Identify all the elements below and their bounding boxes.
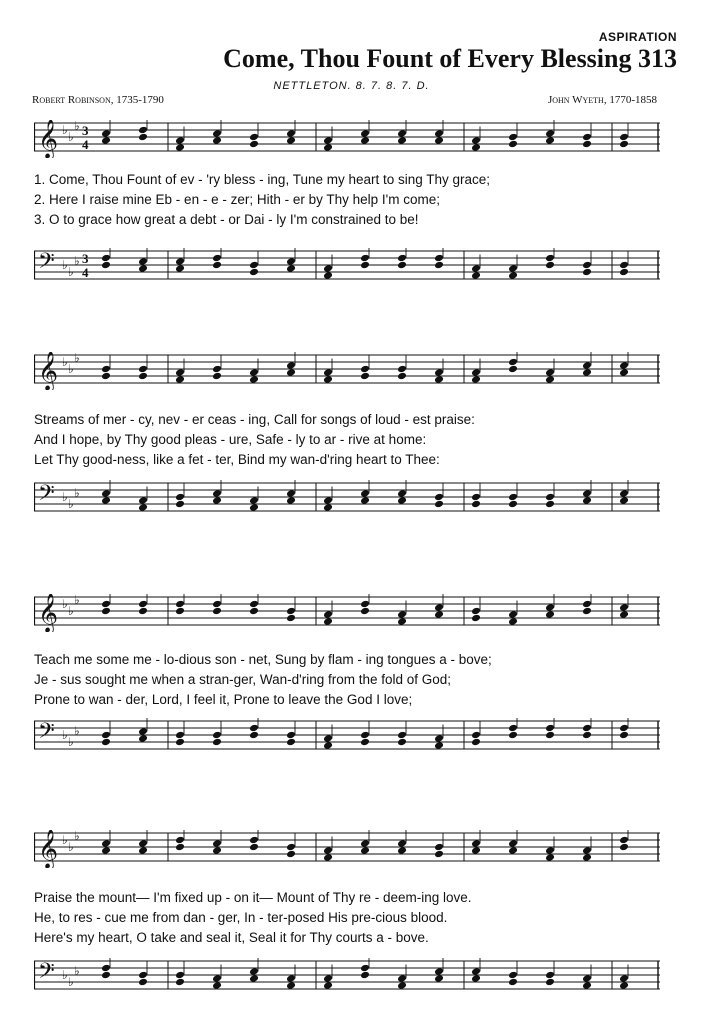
flat-icon: ♭ bbox=[62, 597, 68, 611]
time-signature-top: 3 bbox=[82, 251, 89, 266]
time-signature-bottom: 4 bbox=[82, 265, 89, 280]
flat-icon: ♭ bbox=[62, 123, 68, 137]
hymn-title bbox=[0, 44, 677, 74]
hymn-title-text: Come, Thou Fount of Every Blessing bbox=[223, 44, 632, 73]
hymn-number: 313 bbox=[638, 44, 677, 73]
flat-icon: ♭ bbox=[74, 830, 80, 843]
lyric-line: 3. O to grace how great a debt - or Dai - ly I'm constrained to be! bbox=[34, 212, 419, 227]
bass-clef-icon: 𝄢 bbox=[38, 481, 55, 511]
composer-credit: John Wyeth, 1770-1858 bbox=[547, 94, 657, 106]
bass-staff bbox=[34, 480, 660, 518]
flat-icon: ♭ bbox=[68, 604, 74, 618]
flat-icon: ♭ bbox=[62, 728, 68, 742]
flat-icon: ♭ bbox=[62, 258, 68, 272]
flat-icon: ♭ bbox=[68, 840, 74, 854]
lyric-line: 1. Come, Thou Fount of ev - 'ry bless - ing, Tune my heart to sing Thy grace; bbox=[34, 172, 491, 187]
tune-name: NETTLETON. 8. 7. 8. 7. D. bbox=[273, 80, 430, 92]
bass-clef-icon: 𝄢 bbox=[38, 719, 55, 749]
flat-icon: ♭ bbox=[62, 490, 68, 504]
treble-clef-icon: 𝄞 bbox=[38, 830, 59, 868]
flat-icon: ♭ bbox=[68, 735, 74, 749]
lyric-line: He, to res - cue me from dan - ger, In - ter-posed His pre-cious blood. bbox=[34, 910, 448, 925]
treble-clef-icon: 𝄞 bbox=[38, 594, 59, 632]
lyric-line: Streams of mer - cy, nev - er ceas - ing, Call for songs of loud - est praise: bbox=[34, 412, 475, 427]
bass-staff bbox=[34, 958, 660, 996]
lyric-line: Here's my heart, O take and seal it, Seal it for Thy courts a - bove. bbox=[34, 930, 429, 945]
flat-icon: ♭ bbox=[74, 254, 80, 268]
flat-icon: ♭ bbox=[74, 964, 80, 978]
flat-icon: ♭ bbox=[68, 497, 74, 511]
flat-icon: ♭ bbox=[74, 120, 80, 133]
bass-staff bbox=[34, 248, 660, 286]
flat-icon: ♭ bbox=[74, 352, 80, 365]
treble-clef-icon: 𝄞 bbox=[38, 352, 59, 390]
flat-icon: ♭ bbox=[62, 833, 68, 847]
flat-icon: ♭ bbox=[74, 486, 80, 500]
treble-clef-icon: 𝄞 bbox=[38, 120, 59, 158]
treble-staff bbox=[34, 594, 660, 632]
time-signature-top: 3 bbox=[82, 123, 89, 138]
bass-clef-icon: 𝄢 bbox=[38, 959, 55, 989]
flat-icon: ♭ bbox=[68, 362, 74, 376]
treble-staff bbox=[34, 352, 660, 390]
bass-staff bbox=[34, 718, 660, 756]
lyric-line: 2. Here I raise mine Eb - en - e - zer; Hith - er by Thy help I'm come; bbox=[34, 192, 440, 207]
lyric-line: Je - sus sought me when a stran-ger, Wan-d'ring from the fold of God; bbox=[34, 672, 452, 687]
flat-icon: ♭ bbox=[68, 130, 74, 144]
bass-clef-icon: 𝄢 bbox=[38, 249, 55, 279]
lyric-line: Prone to wan - der, Lord, I feel it, Prone to leave the God I love; bbox=[34, 692, 413, 707]
category-label: ASPIRATION bbox=[598, 30, 677, 44]
lyric-line: And I hope, by Thy good pleas - ure, Safe - ly to ar - rive at home: bbox=[34, 432, 427, 447]
author-credit: Robert Robinson, 1735-1790 bbox=[32, 94, 164, 106]
flat-icon: ♭ bbox=[68, 265, 74, 279]
flat-icon: ♭ bbox=[62, 355, 68, 369]
lyric-line: Teach me some me - lo-dious son - net, Sung by flam - ing tongues a - bove; bbox=[34, 652, 492, 667]
flat-icon: ♭ bbox=[74, 724, 80, 738]
treble-staff bbox=[34, 830, 660, 868]
flat-icon: ♭ bbox=[62, 968, 68, 982]
flat-icon: ♭ bbox=[74, 594, 80, 607]
time-signature-bottom: 4 bbox=[82, 137, 89, 152]
lyric-line: Let Thy good-ness, like a fet - ter, Bind my wan-d'ring heart to Thee: bbox=[34, 452, 440, 467]
lyric-line: Praise the mount— I'm fixed up - on it— Mount of Thy re - deem-ing love. bbox=[34, 890, 472, 905]
treble-staff bbox=[34, 120, 660, 158]
flat-icon: ♭ bbox=[68, 975, 74, 989]
